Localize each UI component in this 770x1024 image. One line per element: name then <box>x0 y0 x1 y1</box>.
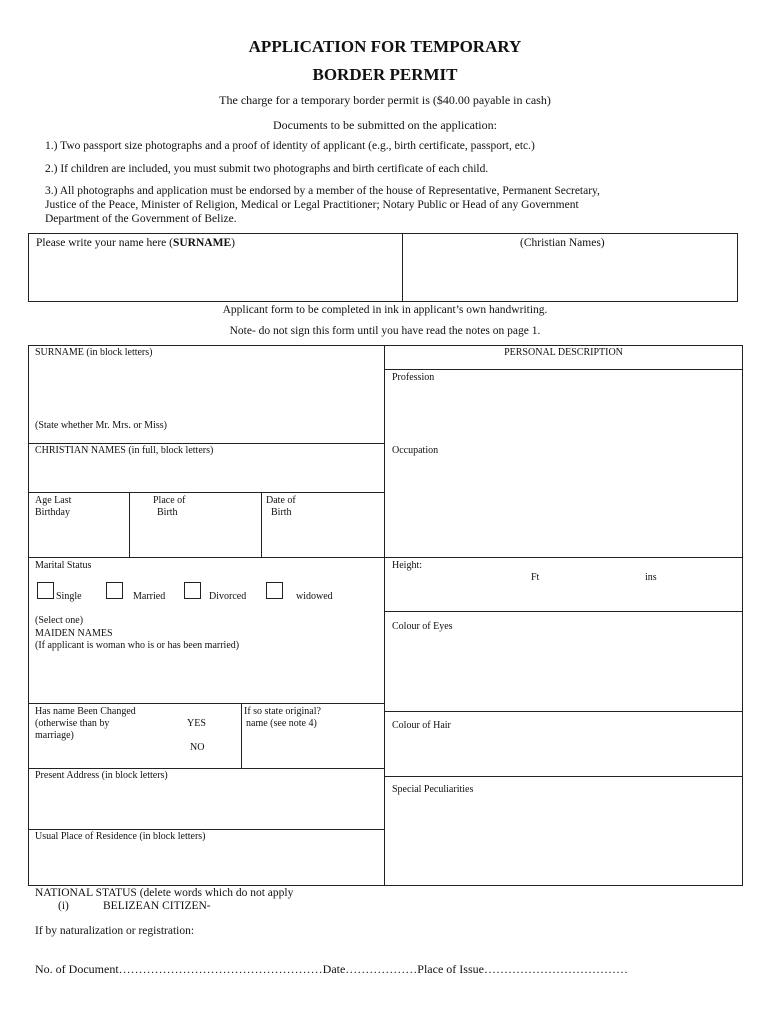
widowed-checkbox[interactable] <box>266 582 283 599</box>
divorced-label: Divorced <box>209 591 247 602</box>
original-name-line2: name (see note 4) <box>246 718 317 729</box>
surname-entry-field[interactable] <box>32 252 398 298</box>
place-of-birth-line1: Place of <box>153 495 186 506</box>
age-label-line2: Birthday <box>35 507 70 518</box>
date-of-birth-line1: Date of <box>266 495 296 506</box>
select-one-label: (Select one) <box>35 615 84 626</box>
row-line <box>28 492 384 493</box>
married-checkbox[interactable] <box>106 582 123 599</box>
requirement-item-2: 2.) If children are included, you must submit two photographs and birth certificate of each child. <box>45 163 489 175</box>
height-label: Height: <box>392 560 422 571</box>
date-of-birth-line2: Birth <box>271 507 292 518</box>
requirement-item-3-line2: Justice of the Peace, Minister of Religion, Medical or Legal Practitioner; Notary Public or Head of any Government <box>45 199 579 211</box>
christian-names-entry-field[interactable] <box>406 252 734 298</box>
surname-block-label: SURNAME (in block letters) <box>35 347 153 358</box>
row-line <box>384 557 743 558</box>
state-title-label: (State whether Mr. Mrs. or Miss) <box>35 420 167 431</box>
yes-option[interactable]: YES <box>187 718 206 729</box>
requirement-item-3-line3: Department of the Government of Belize. <box>45 213 237 225</box>
feet-label: Ft <box>531 572 540 583</box>
surname-label <box>36 236 235 250</box>
profession-label: Profession <box>392 372 435 383</box>
present-address-label: Present Address (in block letters) <box>35 770 168 781</box>
married-label: Married <box>133 591 166 602</box>
divorced-checkbox[interactable] <box>184 582 201 599</box>
option-i-marker: (i) <box>58 900 69 912</box>
column-divider <box>384 345 385 886</box>
row-line <box>28 768 384 769</box>
original-name-line1: If so state original? <box>244 706 321 717</box>
document-details-line: No. of Document……………………………………………Date………………Place of Issue……………………………… <box>35 962 628 976</box>
cell-divider <box>241 703 242 768</box>
row-line <box>28 443 384 444</box>
single-label: Single <box>56 591 82 602</box>
surname-label-prefix: Please write your name here ( <box>36 237 173 249</box>
christian-names-block-label: CHRISTIAN NAMES (in full, block letters) <box>35 445 214 456</box>
no-option[interactable]: NO <box>190 742 205 753</box>
row-line <box>384 369 743 370</box>
row-line <box>384 711 743 712</box>
eye-colour-label: Colour of Eyes <box>392 621 453 632</box>
marital-status-label: Marital Status <box>35 560 92 571</box>
requirement-item-1: 1.) Two passport size photographs and a proof of identity of applicant (e.g., birth certificate, passport, etc.) <box>45 140 535 152</box>
name-changed-line2: (otherwise than by <box>35 718 110 729</box>
row-line <box>28 557 384 558</box>
name-changed-line3: marriage) <box>35 730 74 741</box>
special-peculiarities-label: Special Peculiarities <box>392 784 474 795</box>
usual-residence-label: Usual Place of Residence (in block letters) <box>35 831 206 842</box>
row-line <box>28 829 384 830</box>
naturalization-label: If by naturalization or registration: <box>35 925 195 937</box>
row-line <box>384 611 743 612</box>
documents-heading: Documents to be submitted on the application: <box>273 118 497 132</box>
surname-label-suffix: ) <box>231 237 235 249</box>
personal-description-heading: PERSONAL DESCRIPTION <box>504 347 623 358</box>
charge-text: The charge for a temporary border permit is ($40.00 payable in cash) <box>219 93 551 107</box>
row-line <box>384 776 743 777</box>
form-title-line1: APPLICATION FOR TEMPORARY <box>248 37 522 56</box>
cell-divider <box>261 492 262 557</box>
name-changed-line1: Has name Been Changed <box>35 706 136 717</box>
widowed-label: widowed <box>296 591 333 602</box>
maiden-names-label: MAIDEN NAMES <box>35 628 113 639</box>
row-line <box>28 703 384 704</box>
occupation-label: Occupation <box>392 445 439 456</box>
age-label-line1: Age Last <box>35 495 72 506</box>
christian-names-label: (Christian Names) <box>520 237 605 249</box>
belizean-citizen-option: BELIZEAN CITIZEN- <box>103 900 211 912</box>
hair-colour-label: Colour of Hair <box>392 720 451 731</box>
maiden-names-note: (If applicant is woman who is or has been married) <box>35 640 240 651</box>
inches-label: ins <box>645 572 657 583</box>
form-title-line2: BORDER PERMIT <box>312 65 458 84</box>
place-of-birth-line2: Birth <box>157 507 178 518</box>
sign-note: Note- do not sign this form until you have read the notes on page 1. <box>229 325 541 337</box>
single-checkbox[interactable] <box>37 582 54 599</box>
name-box-divider <box>402 233 403 302</box>
ink-note: Applicant form to be completed in ink in applicant’s own handwriting. <box>222 304 548 316</box>
surname-label-bold: SURNAME <box>172 237 232 249</box>
requirement-item-3-line1: 3.) All photographs and application must be endorsed by a member of the house of Representative, Permanent Secretary, <box>45 185 600 197</box>
national-status-label: NATIONAL STATUS (delete words which do not apply <box>35 887 294 899</box>
cell-divider <box>129 492 130 557</box>
